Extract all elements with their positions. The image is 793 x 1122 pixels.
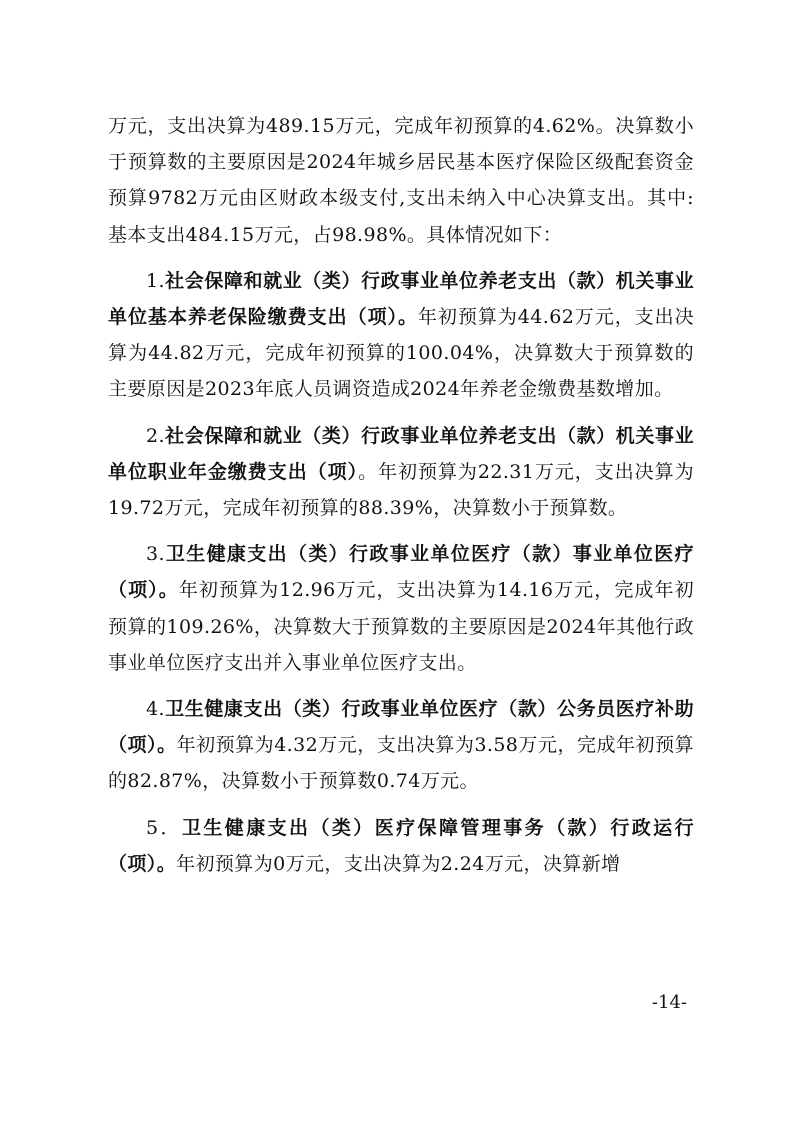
list-item-4 (108, 691, 694, 800)
item-heading: 卫生健康支出（类）行政事业单位医疗（款）事业单位医疗（项）。 (108, 543, 694, 602)
item-heading: 卫生健康支出（类）行政事业单位医疗（款）公务员医疗补助（项）。 (108, 698, 694, 757)
item-heading: 卫生健康支出（类）医疗保障管理事务（款）行政运行（项）。 (108, 816, 694, 875)
intro-paragraph: 万元，支出决算为489.15万元，完成年初预算的4.62%。决算数小于预算数的主要原因是2024年城乡居民基本医疗保险区级配套资金预算9782万元由区财政本级支付,支出未纳入中心决算支出。其中:基本支出484.15万元，占98.98%。具体情况如下： (108, 115, 694, 246)
item-number: 2. (146, 424, 165, 447)
item-heading: 社会保障和就业（类）行政事业单位养老支出（款）机关事业单位职业年金缴费支出（项） (108, 424, 694, 483)
list-item-2 (108, 418, 694, 527)
list-item-5 (108, 810, 694, 882)
item-body: 年初预算为44.62万元，支出决算为44.82万元，完成年初预算的100.04%，决算数大于预算数的主要原因是2023年底人员调资造成2024年养老金缴费基数增加。 (108, 306, 694, 401)
item-body: 。年初预算为22.31万元，支出决算为19.72万元，完成年初预算的88.39%，决算数小于预算数。 (108, 460, 695, 520)
item-body: 年初预算为4.32万元，支出决算为3.58万元，完成年初预算的82.87%，决算数小于预算数0.74万元。 (108, 734, 694, 793)
item-number: 5． (146, 816, 182, 839)
item-body: 年初预算为12.96万元，支出决算为14.16万元，完成年初预算的109.26%，决算数大于预算数的主要原因是2024年其他行政事业单位医疗支出并入事业单位医疗支出。 (108, 579, 694, 674)
item-body: 年初预算为0万元，支出决算为2.24万元，决算新增 (176, 852, 621, 875)
item-number: 4. (146, 698, 165, 721)
list-item-3 (108, 536, 694, 681)
item-number: 1. (146, 269, 165, 292)
item-number: 3. (146, 543, 165, 566)
list-item-1 (108, 263, 694, 408)
page-content (108, 108, 694, 882)
page-number: -14- (651, 992, 687, 1013)
item-heading: 社会保障和就业（类）行政事业单位养老支出（款）机关事业单位基本养老保险缴费支出（项）。 (108, 269, 694, 329)
